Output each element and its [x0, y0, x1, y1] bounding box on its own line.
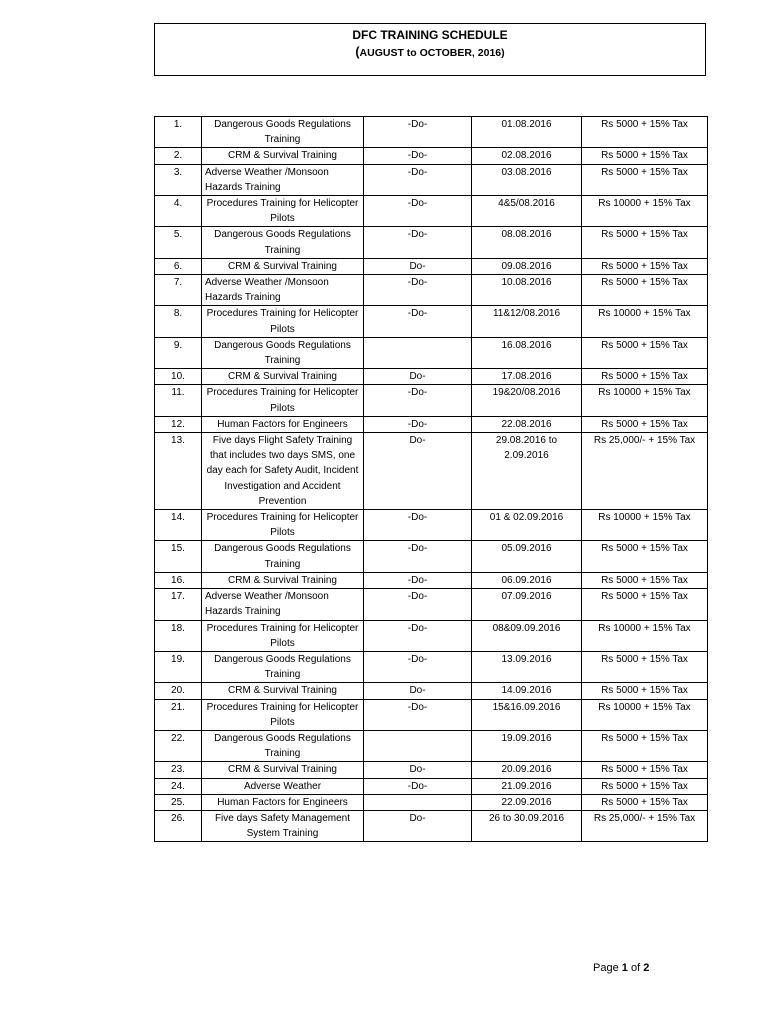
date-cell: 19.09.2016	[472, 730, 582, 761]
fee-cell: Rs 5000 + 15% Tax	[582, 258, 708, 274]
row-number: 18.	[155, 620, 202, 651]
row-number: 25.	[155, 794, 202, 810]
row-number: 3.	[155, 164, 202, 195]
date-cell: 20.09.2016	[472, 762, 582, 778]
fee-cell: Rs 10000 + 15% Tax	[582, 306, 708, 337]
date-cell: 13.09.2016	[472, 651, 582, 682]
date-cell: 19&20/08.2016	[472, 385, 582, 416]
table-row	[155, 699, 708, 730]
course-name: Procedures Training for Helicopter Pilots	[202, 306, 364, 337]
page-of-word: of	[630, 962, 641, 974]
date-cell: 11&12/08.2016	[472, 306, 582, 337]
subtitle-text: AUGUST to OCTOBER, 2016)	[359, 47, 505, 59]
course-name: Dangerous Goods Regulations Training	[202, 117, 364, 148]
course-name: CRM & Survival Training	[202, 369, 364, 385]
course-name: Dangerous Goods Regulations Training	[202, 227, 364, 258]
course-name: Procedures Training for Helicopter Pilots	[202, 699, 364, 730]
table-row	[155, 762, 708, 778]
row-number: 13.	[155, 433, 202, 510]
course-name: Dangerous Goods Regulations Training	[202, 730, 364, 761]
table-row	[155, 589, 708, 620]
row-number: 10.	[155, 369, 202, 385]
table-row	[155, 306, 708, 337]
table-row	[155, 510, 708, 541]
table-row	[155, 227, 708, 258]
fee-cell: Rs 5000 + 15% Tax	[582, 164, 708, 195]
reference-cell	[364, 730, 472, 761]
table-row	[155, 196, 708, 227]
date-cell: 02.08.2016	[472, 148, 582, 164]
reference-cell: -Do-	[364, 699, 472, 730]
document-title: DFC TRAINING SCHEDULE	[352, 28, 508, 42]
date-cell: 29.08.2016 to 2.09.2016	[472, 433, 582, 510]
reference-cell: -Do-	[364, 541, 472, 572]
course-name: Procedures Training for Helicopter Pilots	[202, 620, 364, 651]
row-number: 2.	[155, 148, 202, 164]
reference-cell: Do-	[364, 762, 472, 778]
reference-cell: -Do-	[364, 227, 472, 258]
date-cell: 01 & 02.09.2016	[472, 510, 582, 541]
date-cell: 06.09.2016	[472, 572, 582, 588]
table-row	[155, 433, 708, 510]
row-number: 23.	[155, 762, 202, 778]
date-cell: 10.08.2016	[472, 275, 582, 306]
reference-cell: -Do-	[364, 620, 472, 651]
schedule-body	[155, 117, 708, 842]
date-cell: 08.08.2016	[472, 227, 582, 258]
fee-cell: Rs 10000 + 15% Tax	[582, 385, 708, 416]
row-number: 16.	[155, 572, 202, 588]
table-row	[155, 258, 708, 274]
fee-cell: Rs 10000 + 15% Tax	[582, 510, 708, 541]
course-name: Adverse Weather	[202, 778, 364, 794]
fee-cell: Rs 5000 + 15% Tax	[582, 117, 708, 148]
row-number: 8.	[155, 306, 202, 337]
date-cell: 08&09.09.2016	[472, 620, 582, 651]
fee-cell: Rs 5000 + 15% Tax	[582, 730, 708, 761]
date-cell: 22.08.2016	[472, 416, 582, 432]
date-cell: 01.08.2016	[472, 117, 582, 148]
course-name: Dangerous Goods Regulations Training	[202, 651, 364, 682]
row-number: 19.	[155, 651, 202, 682]
date-cell: 07.09.2016	[472, 589, 582, 620]
row-number: 24.	[155, 778, 202, 794]
date-cell: 05.09.2016	[472, 541, 582, 572]
table-row	[155, 683, 708, 699]
date-cell: 22.09.2016	[472, 794, 582, 810]
fee-cell: Rs 25,000/- + 15% Tax	[582, 433, 708, 510]
reference-cell: -Do-	[364, 416, 472, 432]
course-name: Adverse Weather /Monsoon Hazards Training	[202, 589, 364, 620]
table-row	[155, 730, 708, 761]
reference-cell: Do-	[364, 369, 472, 385]
course-name: Five days Flight Safety Training that includes two days SMS, one day each for Safety Audit, Incident Investigation and Accident Prevention	[202, 433, 364, 510]
page-word: Page	[593, 962, 619, 974]
fee-cell: Rs 5000 + 15% Tax	[582, 572, 708, 588]
subtitle-paren: (	[355, 45, 360, 59]
course-name: Procedures Training for Helicopter Pilots	[202, 510, 364, 541]
course-name: CRM & Survival Training	[202, 572, 364, 588]
course-name: Adverse Weather /Monsoon Hazards Training	[202, 164, 364, 195]
row-number: 14.	[155, 510, 202, 541]
date-cell: 15&16.09.2016	[472, 699, 582, 730]
fee-cell: Rs 5000 + 15% Tax	[582, 651, 708, 682]
reference-cell: -Do-	[364, 164, 472, 195]
page-total: 2	[643, 962, 650, 974]
date-cell: 26 to 30.09.2016	[472, 810, 582, 841]
date-cell: 4&5/08.2016	[472, 196, 582, 227]
fee-cell: Rs 25,000/- + 15% Tax	[582, 810, 708, 841]
training-schedule-table	[154, 116, 708, 842]
row-number: 17.	[155, 589, 202, 620]
table-row	[155, 778, 708, 794]
fee-cell: Rs 5000 + 15% Tax	[582, 337, 708, 368]
document-subtitle	[155, 45, 705, 59]
row-number: 9.	[155, 337, 202, 368]
table-row	[155, 369, 708, 385]
fee-cell: Rs 5000 + 15% Tax	[582, 369, 708, 385]
course-name: Procedures Training for Helicopter Pilots	[202, 196, 364, 227]
row-number: 4.	[155, 196, 202, 227]
row-number: 12.	[155, 416, 202, 432]
table-row	[155, 810, 708, 841]
fee-cell: Rs 10000 + 15% Tax	[582, 620, 708, 651]
date-cell: 16.08.2016	[472, 337, 582, 368]
course-name: CRM & Survival Training	[202, 683, 364, 699]
table-row	[155, 572, 708, 588]
row-number: 6.	[155, 258, 202, 274]
row-number: 20.	[155, 683, 202, 699]
reference-cell: -Do-	[364, 117, 472, 148]
course-name: CRM & Survival Training	[202, 762, 364, 778]
row-number: 1.	[155, 117, 202, 148]
course-name: Human Factors for Engineers	[202, 794, 364, 810]
reference-cell: -Do-	[364, 589, 472, 620]
table-row	[155, 337, 708, 368]
table-row	[155, 117, 708, 148]
course-name: Procedures Training for Helicopter Pilots	[202, 385, 364, 416]
reference-cell: -Do-	[364, 196, 472, 227]
reference-cell: Do-	[364, 683, 472, 699]
date-cell: 03.08.2016	[472, 164, 582, 195]
reference-cell: -Do-	[364, 510, 472, 541]
reference-cell: Do-	[364, 433, 472, 510]
row-number: 26.	[155, 810, 202, 841]
table-row	[155, 148, 708, 164]
table-row	[155, 620, 708, 651]
reference-cell	[364, 337, 472, 368]
row-number: 5.	[155, 227, 202, 258]
reference-cell: Do-	[364, 810, 472, 841]
reference-cell: -Do-	[364, 306, 472, 337]
course-name: Human Factors for Engineers	[202, 416, 364, 432]
fee-cell: Rs 5000 + 15% Tax	[582, 416, 708, 432]
reference-cell: -Do-	[364, 148, 472, 164]
fee-cell: Rs 10000 + 15% Tax	[582, 196, 708, 227]
fee-cell: Rs 5000 + 15% Tax	[582, 794, 708, 810]
row-number: 11.	[155, 385, 202, 416]
fee-cell: Rs 5000 + 15% Tax	[582, 148, 708, 164]
table-row	[155, 416, 708, 432]
title-box	[154, 23, 706, 76]
reference-cell: Do-	[364, 258, 472, 274]
page-current: 1	[621, 962, 628, 974]
reference-cell: -Do-	[364, 385, 472, 416]
course-name: Five days Safety Management System Training	[202, 810, 364, 841]
fee-cell: Rs 5000 + 15% Tax	[582, 589, 708, 620]
page-footer	[593, 962, 649, 974]
fee-cell: Rs 5000 + 15% Tax	[582, 778, 708, 794]
course-name: Dangerous Goods Regulations Training	[202, 541, 364, 572]
fee-cell: Rs 5000 + 15% Tax	[582, 683, 708, 699]
table-row	[155, 794, 708, 810]
course-name: Dangerous Goods Regulations Training	[202, 337, 364, 368]
reference-cell: -Do-	[364, 778, 472, 794]
table-row	[155, 385, 708, 416]
table-row	[155, 651, 708, 682]
row-number: 15.	[155, 541, 202, 572]
course-name: CRM & Survival Training	[202, 258, 364, 274]
date-cell: 21.09.2016	[472, 778, 582, 794]
fee-cell: Rs 5000 + 15% Tax	[582, 762, 708, 778]
reference-cell: -Do-	[364, 651, 472, 682]
fee-cell: Rs 10000 + 15% Tax	[582, 699, 708, 730]
reference-cell: -Do-	[364, 572, 472, 588]
fee-cell: Rs 5000 + 15% Tax	[582, 541, 708, 572]
row-number: 21.	[155, 699, 202, 730]
table-row	[155, 541, 708, 572]
date-cell: 17.08.2016	[472, 369, 582, 385]
table-row	[155, 275, 708, 306]
table-row	[155, 164, 708, 195]
date-cell: 14.09.2016	[472, 683, 582, 699]
row-number: 7.	[155, 275, 202, 306]
fee-cell: Rs 5000 + 15% Tax	[582, 227, 708, 258]
course-name: Adverse Weather /Monsoon Hazards Training	[202, 275, 364, 306]
fee-cell: Rs 5000 + 15% Tax	[582, 275, 708, 306]
date-cell: 09.08.2016	[472, 258, 582, 274]
course-name: CRM & Survival Training	[202, 148, 364, 164]
row-number: 22.	[155, 730, 202, 761]
reference-cell	[364, 794, 472, 810]
reference-cell: -Do-	[364, 275, 472, 306]
